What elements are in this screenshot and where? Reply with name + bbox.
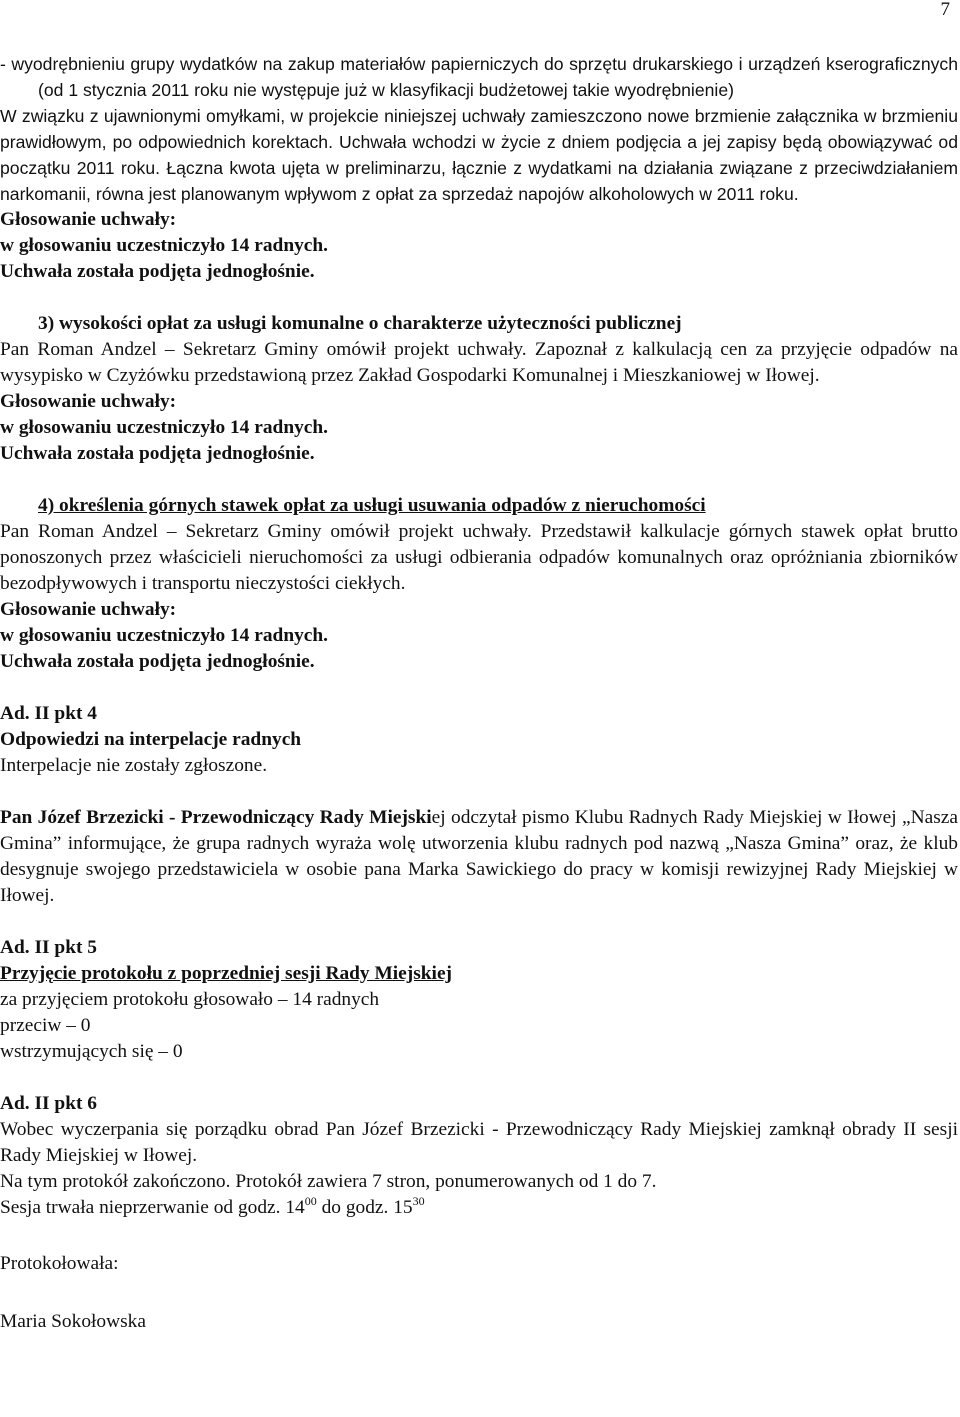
intro-text: W związku z ujawnionymi omyłkami, w projekcie niniejszej uchwały zamieszczono nowe brzmienie załącznika w brzmieniu prawidłowym, po odpowiednich korektach. Uchwała wchodzi w życie z dniem podjęcia a jej zapisy będą obowiązywać od początku 2011 roku. (0, 106, 958, 178)
vote-participants: w głosowaniu uczestniczyło 14 radnych. (0, 417, 329, 438)
session-time (0, 1195, 958, 1221)
ad6-label: Ad. II pkt 6 (0, 1093, 97, 1114)
ad5-votes-against: przeciw – 0 (0, 1015, 91, 1036)
vote-result: Uchwała została podjęta jednogłośnie. (0, 261, 315, 282)
vote-label: Głosowanie uchwały: (0, 209, 177, 230)
item4-heading: 4) określenia górnych stawek opłat za usługi usuwania odpadów z nieruchomości (38, 495, 706, 516)
intro-text-tail: Łączna kwota ujęta w preliminarzu, łącznie z wydatkami na działania związane z przeciwdziałaniem narkomanii, równa jest planowanym wpływom z opłat za sprzedaż napojów alkoholowych w 2011 roku. (0, 158, 959, 204)
item3-text: Pan Roman Andzel – Sekretarz Gminy omówił projekt uchwały. Zapoznał z kalkulacją cen za przyjęcie odpadów na wysypisko w Czyżówku przedstawioną przez Zakład Gospodarki Komunalnej i Mieszkaniowej w Iłowej. (0, 339, 958, 386)
intro-paragraph (0, 103, 958, 207)
signature-label: Protokołowała: (0, 1253, 119, 1274)
ad4-label: Ad. II pkt 4 (0, 703, 97, 724)
ad6-closing: Na tym protokół zakończono. Protokół zawiera 7 stron, ponumerowanych od 1 do 7. (0, 1171, 657, 1192)
vote-participants: w głosowaniu uczestniczyło 14 radnych. (0, 235, 329, 256)
session-mid: do godz. 15 (316, 1197, 413, 1218)
speaker-paragraph (0, 805, 958, 909)
document-body (0, 51, 958, 1335)
vote-label: Głosowanie uchwały: (0, 599, 177, 620)
vote-result: Uchwała została podjęta jednogłośnie. (0, 651, 315, 672)
vote-label: Głosowanie uchwały: (0, 391, 177, 412)
ad6-text: Wobec wyczerpania się porządku obrad Pan Józef Brzezicki - Przewodniczący Rady Miejskiej zamknął obrady II sesji Rady Miejskiej w Iłowej. (0, 1119, 958, 1166)
page-number: 7 (940, 0, 950, 20)
ad4-text: Interpelacje nie zostały zgłoszone. (0, 755, 268, 776)
speaker-text: ej odczytał pismo Klubu Radnych Rady Miejskiej w Iłowej „Nasza Gmina” informujące, że grupa radnych wyraża wolę utworzenia klubu radnych pod nazwą „Nasza Gmina” oraz, że klub desygnuje swojego przedstawiciela w osobie pana Marka Sawickiego do pracy w komisji rewizyjnej Rady Miejskiej w Iłowej. (0, 807, 958, 906)
ad5-votes-for: za przyjęciem protokołu głosowało – 14 radnych (0, 989, 380, 1010)
session-prefix: Sesja trwała nieprzerwanie od godz. 14 (0, 1197, 305, 1218)
vote-result: Uchwała została podjęta jednogłośnie. (0, 443, 315, 464)
speaker-name: Pan Józef Brzezicki - Przewodniczący Rady Miejski (0, 807, 432, 828)
vote-participants: w głosowaniu uczestniczyło 14 radnych. (0, 625, 329, 646)
ad5-heading: Przyjęcie protokołu z poprzedniej sesji Rady Miejskiej (0, 963, 453, 984)
bullet-item: - wyodrębnieniu grupy wydatków na zakup materiałów papierniczych do sprzętu drukarskiego i urządzeń kserograficznych (od 1 stycznia 2011 roku nie występuje już w klasyfikacji budżetowej takie wyodrębnienie) (0, 54, 958, 100)
session-start-minutes: 00 (304, 1194, 317, 1208)
item3-heading: 3) wysokości opłat za usługi komunalne o charakterze użyteczności publicznej (38, 313, 682, 334)
item4-text: Pan Roman Andzel – Sekretarz Gminy omówił projekt uchwały. Przedstawił kalkulacje górnych stawek opłat brutto ponoszonych przez właścicieli nieruchomości za usługi odbierania odpadów komunalnych oraz opróżniania zbiorników bezodpływowych i transportu nieczystości ciekłych. (0, 521, 958, 594)
session-end-minutes: 30 (412, 1194, 425, 1208)
ad5-abstained: wstrzymujących się – 0 (0, 1041, 183, 1062)
signature-name: Maria Sokołowska (0, 1311, 146, 1332)
ad4-heading: Odpowiedzi na interpelacje radnych (0, 729, 302, 750)
ad5-label: Ad. II pkt 5 (0, 937, 97, 958)
